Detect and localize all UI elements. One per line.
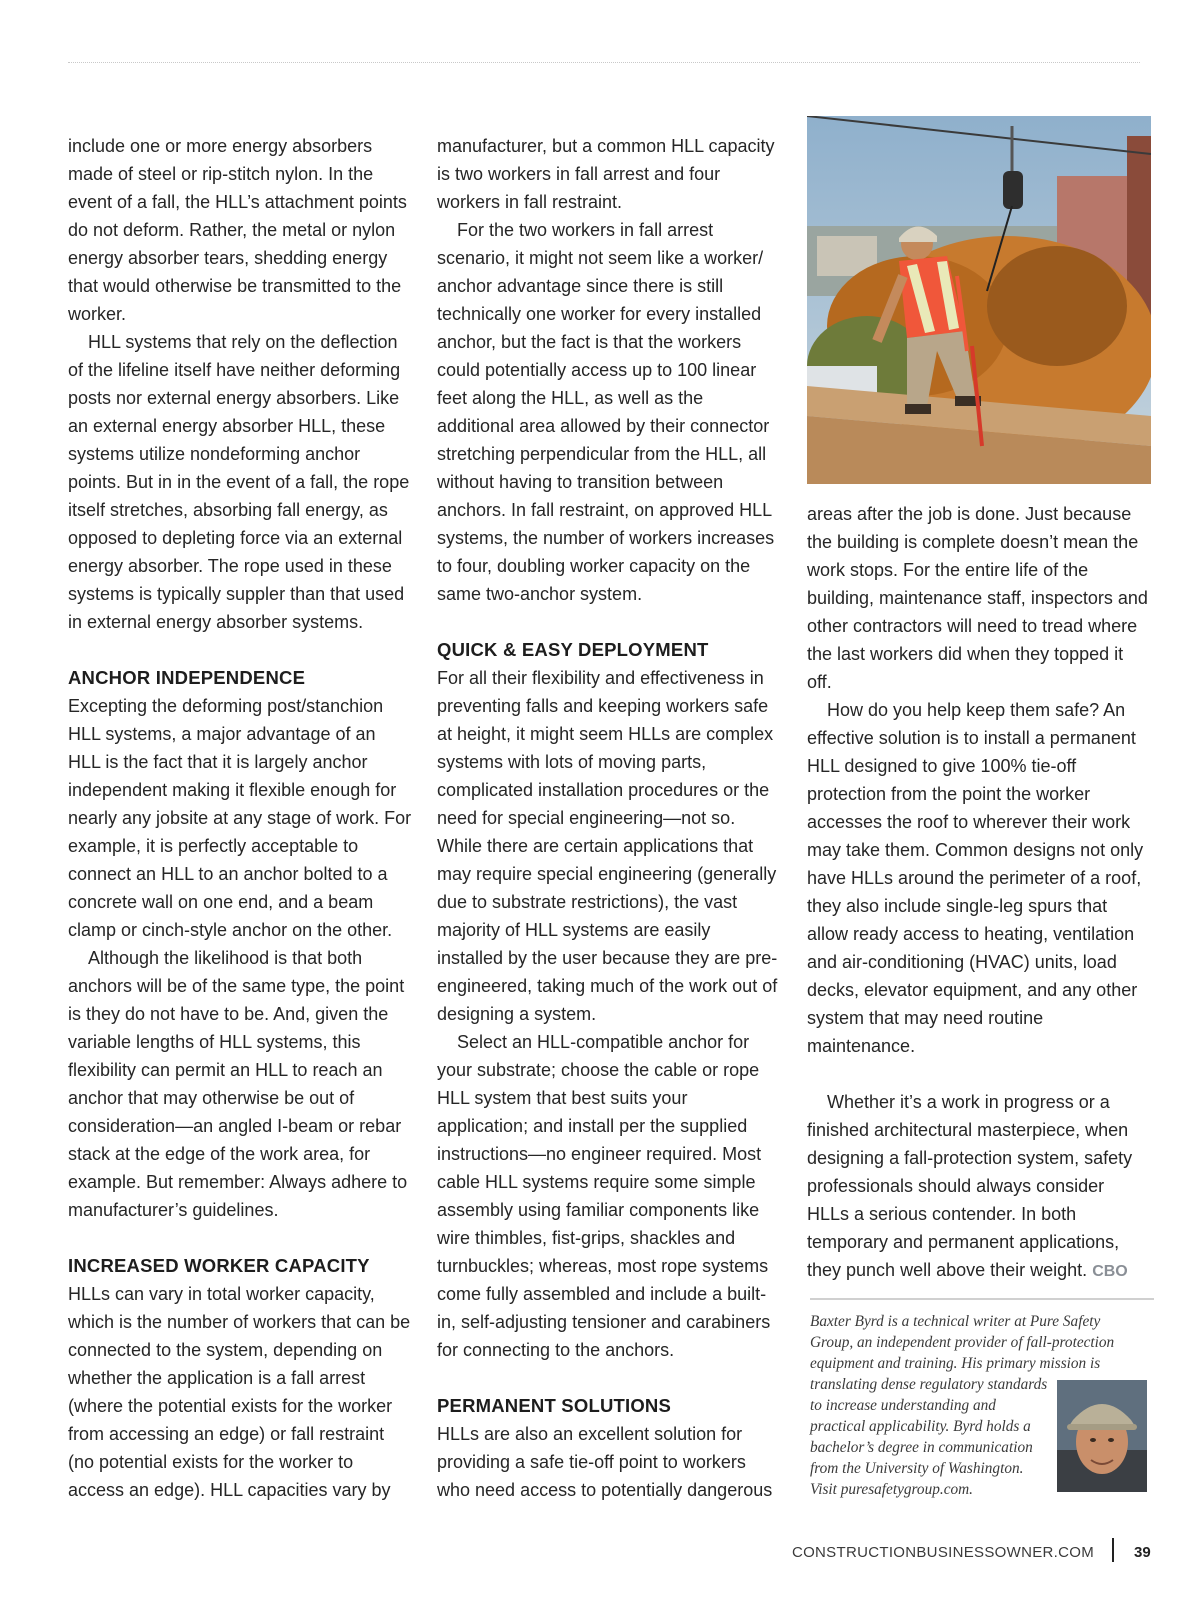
closing-paragraph-text: Whether it’s a work in progress or a finished architectural masterpiece, when designing a fall-protection system, safety professionals should always consider HLLs a serious contender. In both temporary and permanent applications, they punch well above their weight. [807, 1092, 1133, 1280]
worker-on-roof-photo [807, 116, 1151, 484]
paragraph: For all their flexibility and effectiveness in preventing falls and keeping workers safe at height, it might seem HLLs are complex systems with lots of moving parts, complicated installation procedures or the need for special engineering—not so. While there are certain applications that may require special engineering (generally due to substrate restrictions), the vast majority of HLL systems are easily installed by the user because they are pre-engineered, taking much of the work out of designing a system. [437, 668, 778, 1024]
paragraph: How do you help keep them safe? An effective solution is to install a permanent HLL designed to give 100% tie-off protection from the point the worker accesses the roof to wherever their work may take them. Common designs not only have HLLs around the perimeter of a roof, they also include single-leg spurs that allow ready access to heating, ventilation and air-conditioning (HVAC) units, load decks, elevator equipment, and any other system that may need routine maintenance. [807, 700, 1144, 1056]
bio-line: Group, an independent provider of fall-protection [810, 1334, 1115, 1351]
author-headshot [1057, 1380, 1147, 1492]
paragraph: For the two workers in fall arrest scenario, it might not seem like a worker/ anchor advantage since there is still technically one worker for every installed anchor, but the fact is that the workers could potentially access up to 100 linear feet along the HLL, as well as the additional area allowed by their connector stretching perpendicular from the HLL, all without having to transition between anchors. In fall restraint, on approved HLL systems, the number of workers increases to four, doubling worker capacity on the same two-anchor system. [437, 220, 775, 604]
paragraph: manufacturer, but a common HLL capacity is two workers in fall arrest and four workers in fall restraint. [437, 136, 775, 212]
article-column-2 [437, 132, 781, 1504]
section-heading-permanent-solutions: PERMANENT SOLUTIONS [437, 1395, 672, 1416]
paragraph: Select an HLL-compatible anchor for your substrate; choose the cable or rope HLL system that best suits your application; and install per the supplied instructions—no engineer required. Most cable HLL systems require some simple assembly using familiar components like wire thimbles, fist-grips, shackles and turnbuckles; whereas, most rope systems come fully assembled and include a built-in, self-adjusting tensioner and carabiners for connecting to the anchors. [437, 1032, 771, 1360]
bio-line: equipment and training. His primary mission is [810, 1355, 1101, 1372]
paragraph-spacer [807, 1060, 1151, 1088]
paragraph: Excepting the deforming post/stanchion HLL systems, a major advantage of an HLL is the fact that it is largely anchor independent making it flexible enough for nearly any jobsite at any stage of work. For example, it is perfectly acceptable to connect an HLL to an anchor bolted to a concrete wall on one end, and a beam clamp or cinch-style anchor on the other. [68, 696, 412, 940]
bio-line: practical applicability. Byrd holds a [810, 1418, 1031, 1435]
paragraph: HLLs can vary in total worker capacity, which is the number of workers that can be connected to the system, depending on whether the application is a fall arrest (where the potential exists for the worker from accessing an edge) or fall restraint (no potential exists for the worker to access an edge). HLL capacities vary by [68, 1284, 411, 1500]
bio-line: bachelor’s degree in communication [810, 1439, 1033, 1456]
footer-site-name: CONSTRUCTIONBUSINESSOWNER.COM [791, 1544, 1094, 1561]
article-column-3 [807, 500, 1151, 1286]
bio-line: Visit puresafetygroup.com. [810, 1481, 973, 1498]
author-headshot-illustration [1057, 1380, 1147, 1492]
article-column-1 [68, 132, 412, 1504]
bio-line: from the University of Washington. [810, 1460, 1024, 1477]
paragraph: HLL systems that rely on the deflection of the lifeline itself have neither deforming posts nor external energy absorbers. Like an external energy absorber HLL, these systems utilize nondeforming anchor points. But in in the event of a fall, the rope itself stretches, absorbing fall energy, as opposed to depleting force via an external energy absorber. The rope used in these systems is typically suppler than that used in external energy absorber systems. [68, 332, 410, 632]
section-heading-quick-easy-deployment: QUICK & EASY DEPLOYMENT [437, 639, 709, 660]
paragraph: Although the likelihood is that both anchors will be of the same type, the point is they do not have to be. And, given the variable lengths of HLL systems, this flexibility can permit an HLL to reach an anchor that may otherwise be out of consideration—an angled I-beam or rebar stack at the edge of the work area, for example. But remember: Always adhere to manufacturer’s guidelines. [68, 948, 408, 1220]
paragraph: areas after the job is done. Just because the building is complete doesn’t mean the work stops. For the entire life of the building, maintenance staff, inspectors and other contractors will need to tread where the last workers did when they topped it off. [807, 504, 1148, 692]
section-heading-anchor-independence: ANCHOR INDEPENDENCE [68, 667, 306, 688]
bio-line: translating dense regulatory standards [810, 1376, 1048, 1393]
bio-line: Baxter Byrd is a technical writer at Pure Safety [810, 1313, 1101, 1330]
footer-divider [1112, 1538, 1114, 1562]
header-dotted-rule [68, 62, 1140, 63]
bio-line: to increase understanding and [810, 1397, 996, 1414]
end-mark: CBO [1092, 1263, 1128, 1280]
paragraph [807, 1088, 1151, 1286]
section-heading-increased-worker-capacity: INCREASED WORKER CAPACITY [68, 1255, 370, 1276]
page-number: 39 [1134, 1544, 1151, 1561]
worker-photo-illustration [807, 116, 1151, 484]
paragraph: include one or more energy absorbers made of steel or rip-stitch nylon. In the event of a fall, the HLL’s attachment points do not deform. Rather, the metal or nylon energy absorber tears, shedding energy that would otherwise be transmitted to the worker. [68, 136, 407, 324]
paragraph: HLLs are also an excellent solution for providing a safe tie-off point to workers who need access to potentially dangerous [437, 1424, 773, 1500]
bio-divider [810, 1298, 1154, 1300]
